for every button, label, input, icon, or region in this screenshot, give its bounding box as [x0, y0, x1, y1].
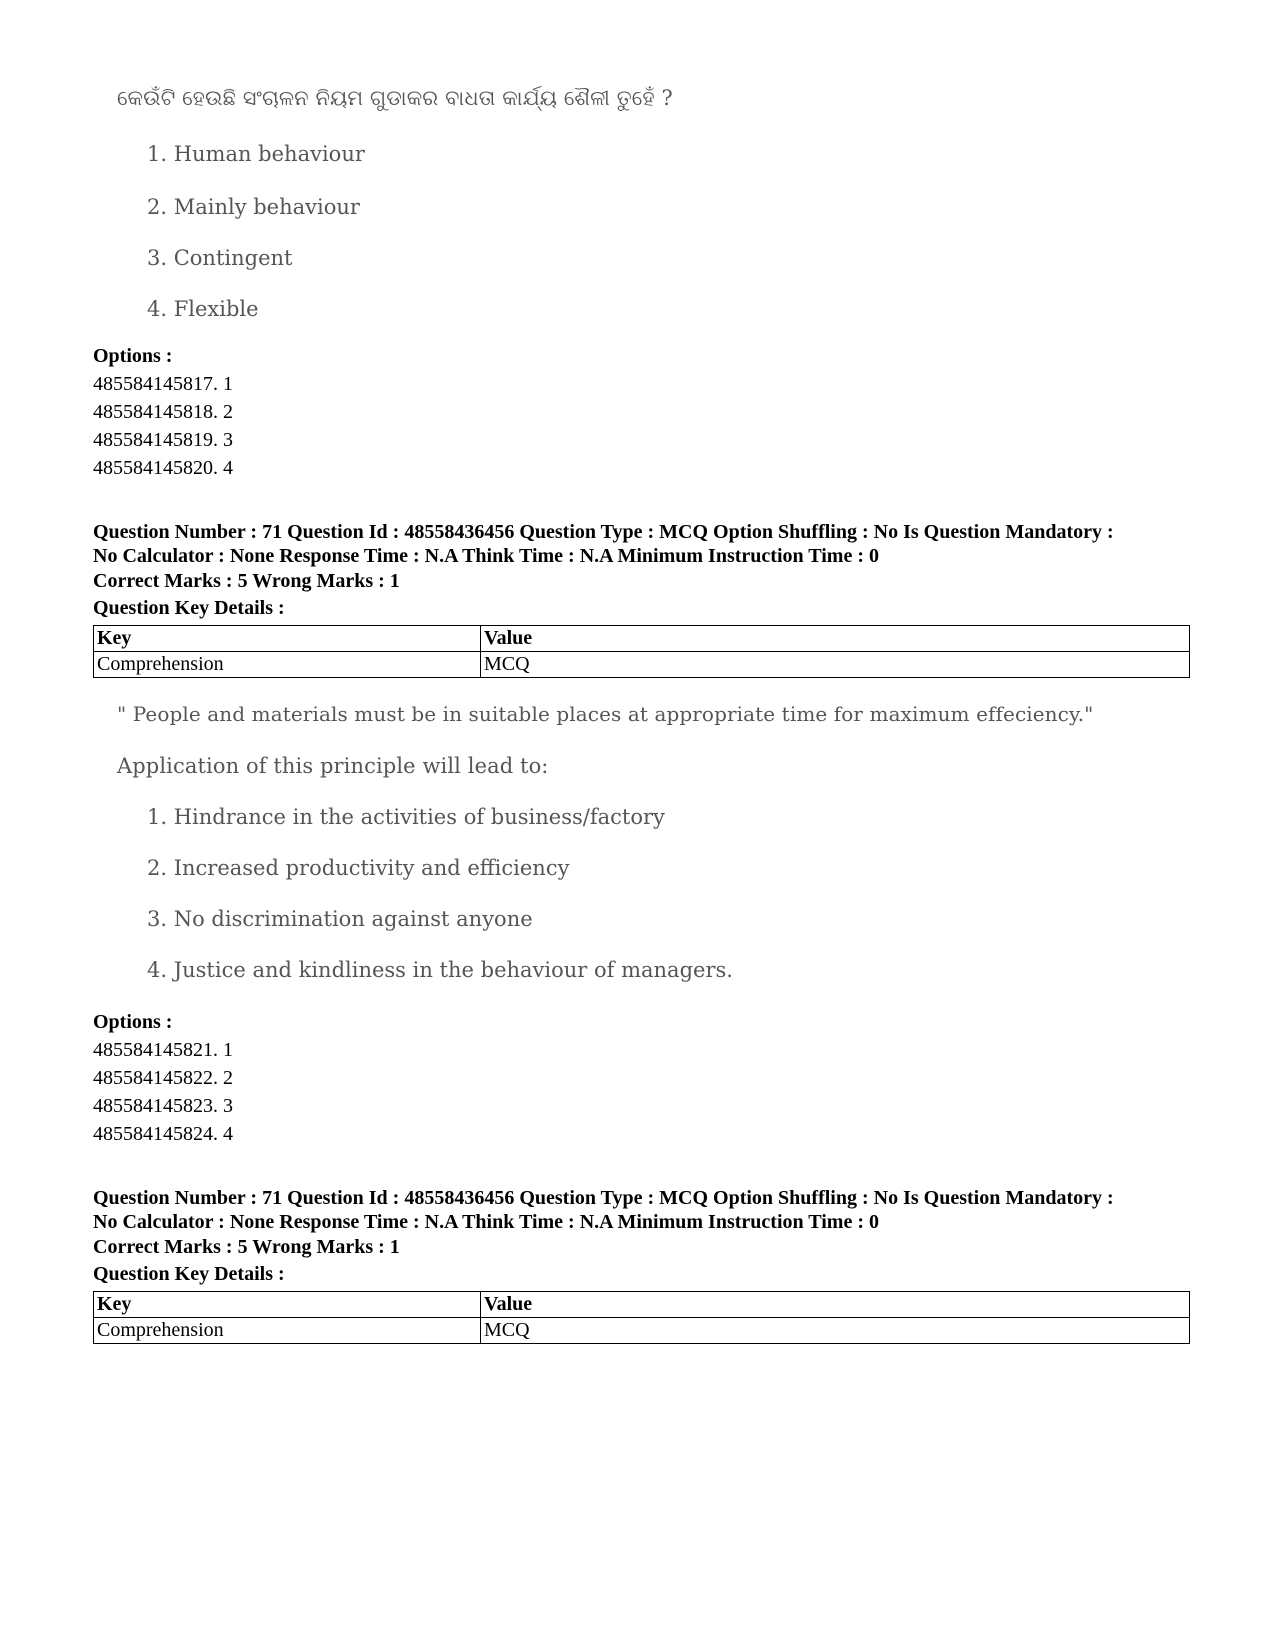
- question-image-1: [117, 86, 673, 321]
- question-quote: " People and materials must be in suitable places at appropriate time for maximum effeciency.": [117, 702, 1094, 726]
- key-details-table: [93, 625, 1190, 678]
- image-option-3: 3. Contingent: [147, 246, 293, 270]
- table-header-key: Key: [94, 626, 481, 652]
- option-id-2: 485584145818. 2: [93, 401, 233, 423]
- image-option-2: 2. Increased productivity and efficiency: [147, 856, 570, 880]
- table-row: [94, 1318, 1190, 1344]
- key-details-label: Question Key Details :: [93, 597, 285, 619]
- table-header-row: [94, 1292, 1190, 1318]
- question-meta: [93, 1186, 1193, 1234]
- meta-line-2: No Calculator : None Response Time : N.A Think Time : N.A Minimum Instruction Time : 0: [93, 1211, 879, 1233]
- option-id-3: 485584145819. 3: [93, 429, 233, 451]
- option-id-3: 485584145823. 3: [93, 1095, 233, 1117]
- image-option-2: 2. Mainly behaviour: [147, 195, 360, 219]
- question-stem: କେଉଁଟି ହେଉଛି ସଂଚାଳନ ନିୟମ ଗୁଡାକର ବାଧତା କାର୍ଯ୍ୟ ଶୈଳୀ ତୁହେଁ ?: [117, 86, 673, 110]
- option-id-2: 485584145822. 2: [93, 1067, 233, 1089]
- option-id-4: 485584145824. 4: [93, 1123, 233, 1145]
- table-header-key: Key: [94, 1292, 481, 1318]
- key-details-label: Question Key Details :: [93, 1263, 285, 1285]
- image-option-4: 4. Flexible: [147, 297, 259, 321]
- table-header-row: [94, 626, 1190, 652]
- table-header-value: Value: [481, 626, 1190, 652]
- options-label: Options :: [93, 1011, 173, 1033]
- marks-line: Correct Marks : 5 Wrong Marks : 1: [93, 570, 400, 592]
- table-row: [94, 652, 1190, 678]
- table-cell-key: Comprehension: [94, 1318, 481, 1344]
- options-label: Options :: [93, 345, 173, 367]
- table-cell-value: MCQ: [481, 652, 1190, 678]
- question-image-2: [117, 702, 1094, 982]
- meta-line-1: Question Number : 71 Question Id : 48558436456 Question Type : MCQ Option Shuffling : No Is Question Mandatory :: [93, 521, 1114, 543]
- table-header-value: Value: [481, 1292, 1190, 1318]
- option-id-1: 485584145817. 1: [93, 373, 233, 395]
- key-details-table: [93, 1291, 1190, 1344]
- question-stem: Application of this principle will lead to:: [117, 754, 549, 778]
- marks-line: Correct Marks : 5 Wrong Marks : 1: [93, 1236, 400, 1258]
- image-option-1: 1. Hindrance in the activities of business/factory: [147, 805, 665, 829]
- option-id-4: 485584145820. 4: [93, 457, 233, 479]
- table-cell-key: Comprehension: [94, 652, 481, 678]
- meta-line-1: Question Number : 71 Question Id : 48558436456 Question Type : MCQ Option Shuffling : No Is Question Mandatory :: [93, 1187, 1114, 1209]
- table-cell-value: MCQ: [481, 1318, 1190, 1344]
- image-option-3: 3. No discrimination against anyone: [147, 907, 533, 931]
- question-meta: [93, 520, 1193, 568]
- meta-line-2: No Calculator : None Response Time : N.A Think Time : N.A Minimum Instruction Time : 0: [93, 545, 879, 567]
- image-option-1: 1. Human behaviour: [147, 142, 365, 166]
- image-option-4: 4. Justice and kindliness in the behaviour of managers.: [147, 958, 733, 982]
- option-id-1: 485584145821. 1: [93, 1039, 233, 1061]
